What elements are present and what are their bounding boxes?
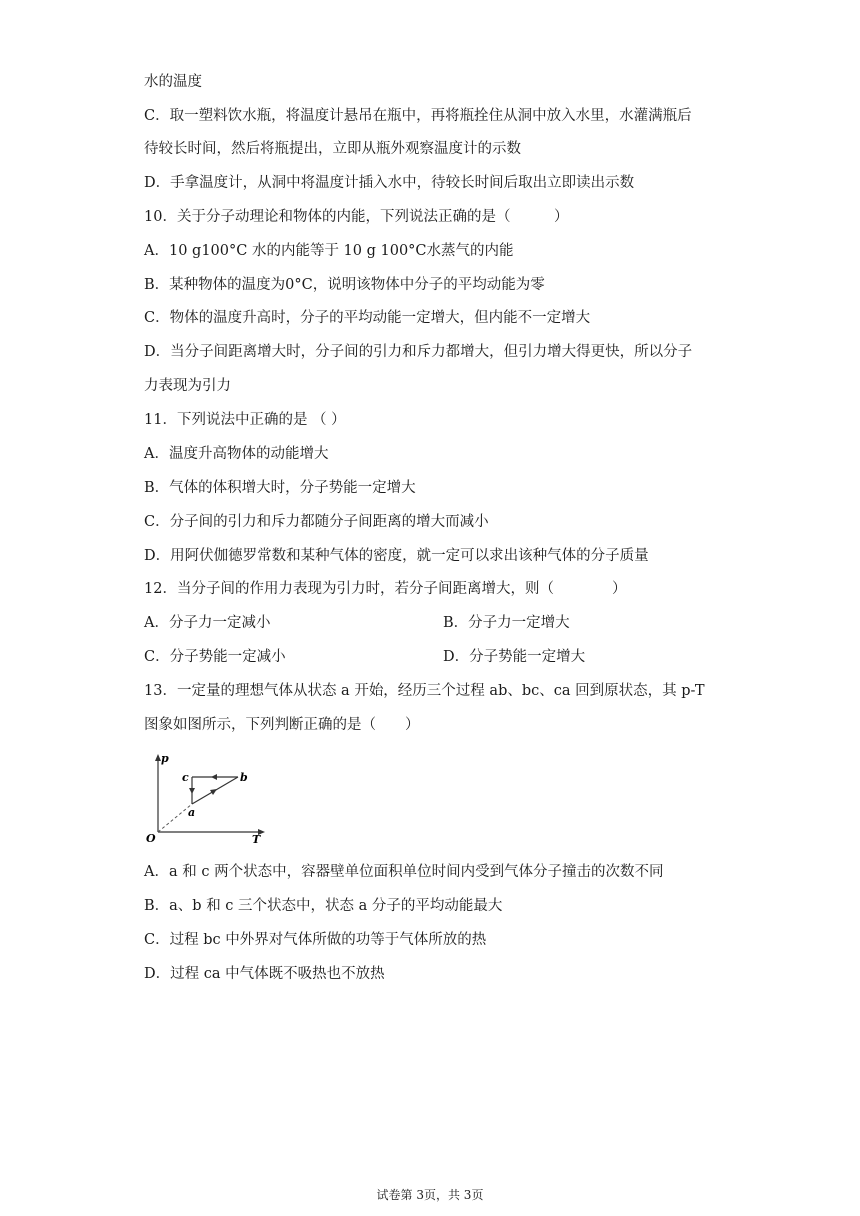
dashed-line [158, 804, 192, 832]
question-12-stem: 12．当分子间的作用力表现为引力时，若分子间距离增大，则（ ） [144, 581, 627, 597]
point-label-c: c [182, 771, 189, 784]
option-c: C．分子势能一定减小 [144, 649, 286, 665]
option-line: D．手拿温度计，从洞中将温度计插入水中，待较长时间后取出立即读出示数 [144, 175, 635, 191]
option-line: A．10 g100°C 水的内能等于 10 g 100°C水蒸气的内能 [144, 243, 514, 259]
text-line: 待较长时间，然后将瓶提出，立即从瓶外观察温度计的示数 [144, 141, 521, 157]
arrow-bc [211, 774, 217, 780]
point-label-b: b [240, 771, 248, 784]
option-d: D．分子势能一定增大 [443, 649, 586, 665]
question-13-stem-cont: 图象如图所示，下列判断正确的是（ ） [144, 717, 420, 733]
option-b: B．分子力一定增大 [443, 615, 570, 631]
arrow-ab [210, 789, 217, 795]
option-d: D．过程 ca 中气体既不吸热也不放热 [144, 966, 385, 982]
question-11-stem: 11．下列说法中正确的是 （ ） [144, 412, 346, 428]
option-line: C．物体的温度升高时，分子的平均动能一定增大，但内能不一定增大 [144, 310, 591, 326]
axis-label-p: p [161, 752, 169, 765]
option-line: A．温度升高物体的动能增大 [144, 446, 329, 462]
axis-label-t: T [252, 833, 261, 844]
page-footer: 试卷第 3页，共 3页 [376, 1188, 484, 1202]
option-c: C．过程 bc 中外界对气体所做的功等于气体所放的热 [144, 932, 487, 948]
option-line: B．气体的体积增大时，分子势能一定增大 [144, 480, 416, 496]
origin-label: O [146, 832, 156, 844]
option-line: B．某种物体的温度为0°C，说明该物体中分子的平均动能为零 [144, 277, 545, 293]
point-label-a: a [188, 806, 196, 819]
option-a: A．a 和 c 两个状态中，容器壁单位面积单位时间内受到气体分子撞击的次数不同 [144, 864, 664, 880]
text-line: 力表现为引力 [144, 378, 231, 394]
option-line: C．取一塑料饮水瓶，将温度计悬吊在瓶中，再将瓶拴住从洞中放入水里，水灌满瓶后 [144, 108, 692, 124]
option-b: B．a、b 和 c 三个状态中，状态 a 分子的平均动能最大 [144, 898, 503, 914]
p-t-diagram [144, 752, 266, 844]
arrow-ca [189, 788, 195, 794]
option-line: D．用阿伏伽德罗常数和某种气体的密度，就一定可以求出该种气体的分子质量 [144, 548, 649, 564]
text-line: 水的温度 [144, 74, 202, 90]
option-a: A．分子力一定减小 [144, 615, 271, 631]
option-line: C．分子间的引力和斥力都随分子间距离的增大而减小 [144, 514, 489, 530]
option-line: D．当分子间距离增大时，分子间的引力和斥力都增大，但引力增大得更快，所以分子 [144, 344, 693, 360]
question-10-stem: 10．关于分子动理论和物体的内能，下列说法正确的是（ ） [144, 209, 569, 225]
question-13-stem: 13．一定量的理想气体从状态 a 开始，经历三个过程 ab、bc、ca 回到原状态，其 p-T [144, 683, 705, 699]
